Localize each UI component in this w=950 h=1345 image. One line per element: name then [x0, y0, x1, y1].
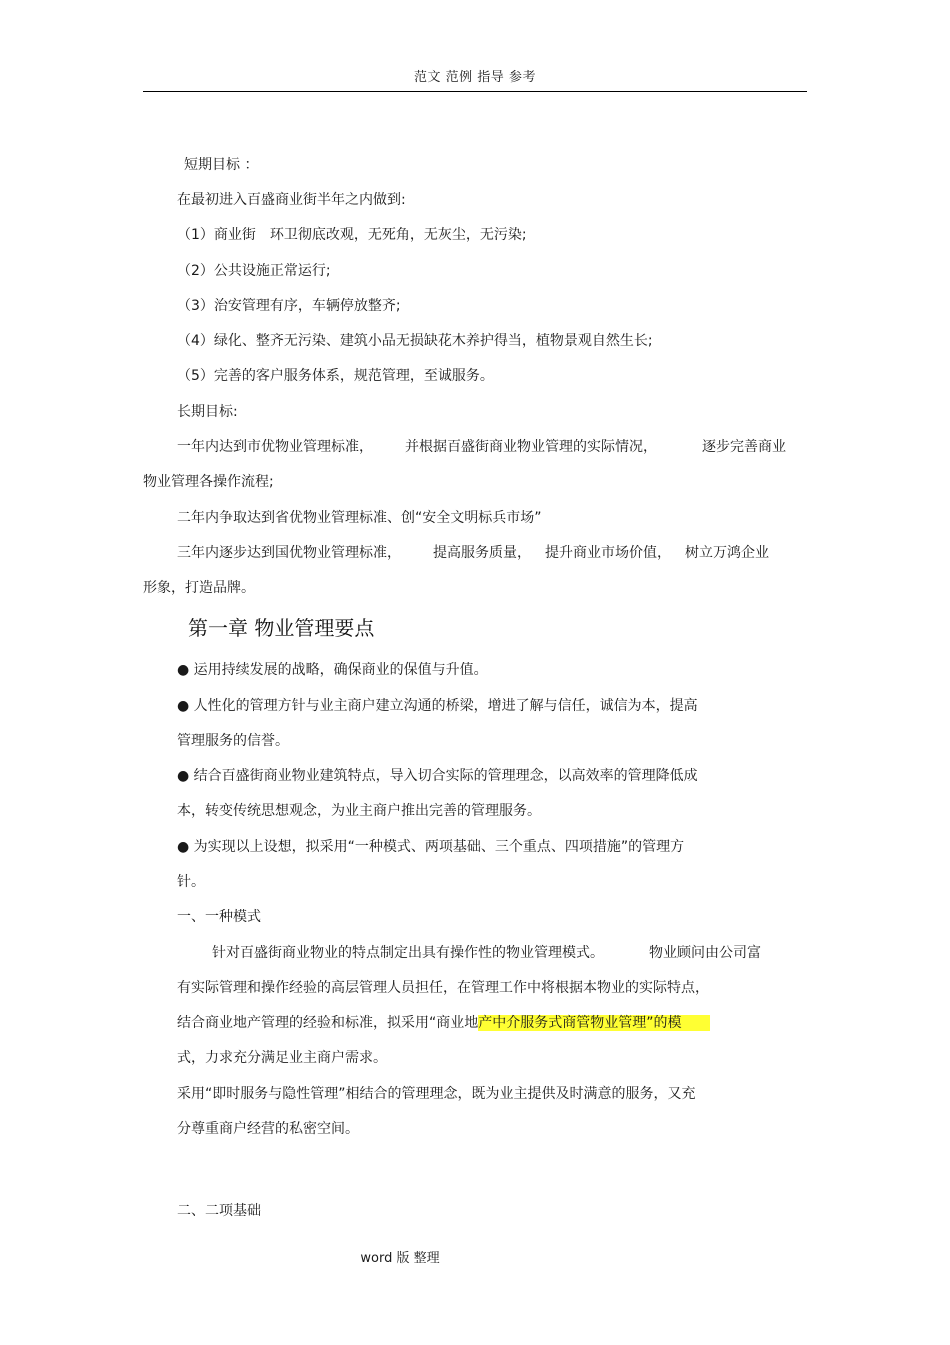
short-term-item-2: （2）公共设施正常运行;	[177, 263, 331, 279]
short-term-heading: 短期目标 ：	[184, 157, 259, 173]
long-term-p1-line2: 物业管理各操作流程;	[143, 474, 274, 490]
long-term-p1-a: 一年内达到市优物业管理标准，	[177, 439, 373, 455]
highlighted-text: 产中介服务式商管物业管理”的模	[478, 1015, 709, 1031]
long-term-heading: 长期目标:	[177, 404, 238, 420]
long-term-p3-b: 提高服务质量，	[433, 545, 531, 561]
section-1-p1-a: 针对百盛街商业物业的特点制定出具有操作性的物业管理模式。	[212, 945, 604, 961]
long-term-p3	[177, 545, 769, 561]
chapter-bullet-4: ● 为实现以上设想，拟采用“一种模式、两项基础、三个重点、四项措施”的管理方	[177, 839, 685, 855]
section-1-p2-line1: 采用“即时服务与隐性管理”相结合的管理理念，既为业主提供及时满意的服务，又充	[177, 1086, 696, 1102]
short-term-item-5: （5）完善的客户服务体系，规范管理，至诚服务。	[177, 368, 494, 384]
page-footer: word 版 整理	[360, 1251, 440, 1266]
section-1-p1	[212, 945, 761, 961]
section-1-p1-line3-a: 结合商业地产管理的经验和标准，拟采用“商业地	[177, 1015, 479, 1031]
section-1-title: 一、一种模式	[177, 909, 261, 925]
long-term-p3-d: 树立万鸿企业	[685, 545, 769, 561]
section-1-p1-line2: 有实际管理和操作经验的高层管理人员担任，在管理工作中将根据本物业的实际特点，	[177, 980, 709, 996]
chapter-bullet-3: ● 结合百盛街商业物业建筑特点，导入切合实际的管理理念，以高效率的管理降低成	[177, 768, 698, 784]
long-term-p2: 二年内争取达到省优物业管理标准、创“安全文明标兵市场”	[177, 510, 542, 526]
section-1-p1-line4: 式，力求充分满足业主商户需求。	[177, 1050, 387, 1066]
long-term-p3-c: 提升商业市场价值，	[545, 545, 671, 561]
short-term-intro: 在最初进入百盛商业街半年之内做到:	[177, 192, 406, 208]
short-term-item-4: （4）绿化、整齐无污染、建筑小品无损缺花木养护得当，植物景观自然生长;	[177, 333, 653, 349]
header-rule	[143, 91, 807, 92]
long-term-p1-c: 逐步完善商业	[702, 439, 786, 455]
chapter-bullet-4-cont: 针。	[177, 874, 205, 890]
short-term-item-1	[177, 227, 527, 243]
long-term-p3-a: 三年内逐步达到国优物业管理标准，	[177, 545, 401, 561]
chapter-title: 第一章 物业管理要点	[188, 616, 375, 640]
item-1-prefix: （1）商业街	[177, 227, 256, 243]
section-1-p1-b: 物业顾问由公司富	[649, 945, 761, 961]
short-term-item-3: （3）治安管理有序，车辆停放整齐;	[177, 298, 401, 314]
long-term-p1-b: 并根据百盛街商业物业管理的实际情况，	[405, 439, 657, 455]
long-term-p3-line2: 形象，打造品牌。	[143, 580, 255, 596]
section-2-title: 二、二项基础	[177, 1203, 261, 1219]
chapter-bullet-3-cont: 本，转变传统思想观念，为业主商户推出完善的管理服务。	[177, 803, 541, 819]
chapter-bullet-1: ● 运用持续发展的战略，确保商业的保值与升值。	[177, 662, 488, 678]
chapter-bullet-2: ● 人性化的管理方针与业主商户建立沟通的桥梁，增进了解与信任，诚信为本，提高	[177, 698, 698, 714]
page-header: 范文 范例 指导 参考	[414, 70, 536, 85]
item-1-text: 环卫彻底改观，无死角，无灰尘，无污染;	[269, 227, 527, 243]
long-term-p1	[177, 439, 786, 455]
chapter-bullet-2-cont: 管理服务的信誉。	[177, 733, 289, 749]
section-1-p2-line2: 分尊重商户经营的私密空间。	[177, 1121, 359, 1137]
section-1-p1-line3	[177, 1015, 710, 1031]
